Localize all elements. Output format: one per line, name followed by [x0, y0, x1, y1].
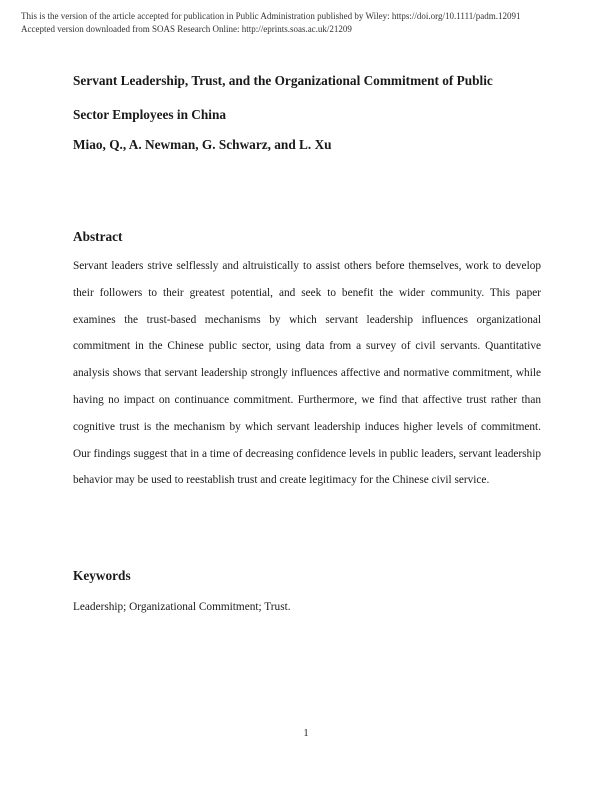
- keywords-body: Leadership; Organizational Commitment; Trust.: [73, 601, 291, 613]
- page-number: 1: [303, 728, 309, 739]
- keywords-heading: Keywords: [73, 568, 131, 583]
- publication-note-line-2: Accepted version downloaded from SOAS Research Online: http://eprints.soas.ac.uk/21209: [21, 24, 352, 34]
- article-title: [73, 64, 543, 132]
- article-title-line-1: Servant Leadership, Trust, and the Organizational Commitment of Public: [73, 73, 493, 88]
- article-title-line-2: Sector Employees in China: [73, 107, 227, 122]
- abstract-heading: Abstract: [73, 229, 123, 244]
- publication-note: [21, 10, 596, 36]
- abstract-body: Servant leaders strive selflessly and altruistically to assist others before themselves, work to develop their followers to their greatest potential, and seek to benefit the wider community. This paper examines the trust-based mechanisms by which servant leadership influences organizational commitment in the Chinese public sector, using data from a survey of civil servants. Quantitative analysis shows that servant leadership strongly influences affective and normative commitment, while having no impact on continuance commitment. Furthermore, we find that affective trust rather than cognitive trust is the mechanism by which servant leadership induces higher levels of commitment. Our findings suggest that in a time of decreasing confidence levels in public leaders, servant leadership behavior may be used to reestablish trust and create legitimacy for the Chinese civil service.: [73, 260, 541, 487]
- publication-note-line-1: This is the version of the article accepted for publication in Public Administration published by Wiley: https://doi.org/10.1111/padm.12091: [21, 11, 521, 21]
- article-authors: Miao, Q., A. Newman, G. Schwarz, and L. Xu: [73, 137, 332, 152]
